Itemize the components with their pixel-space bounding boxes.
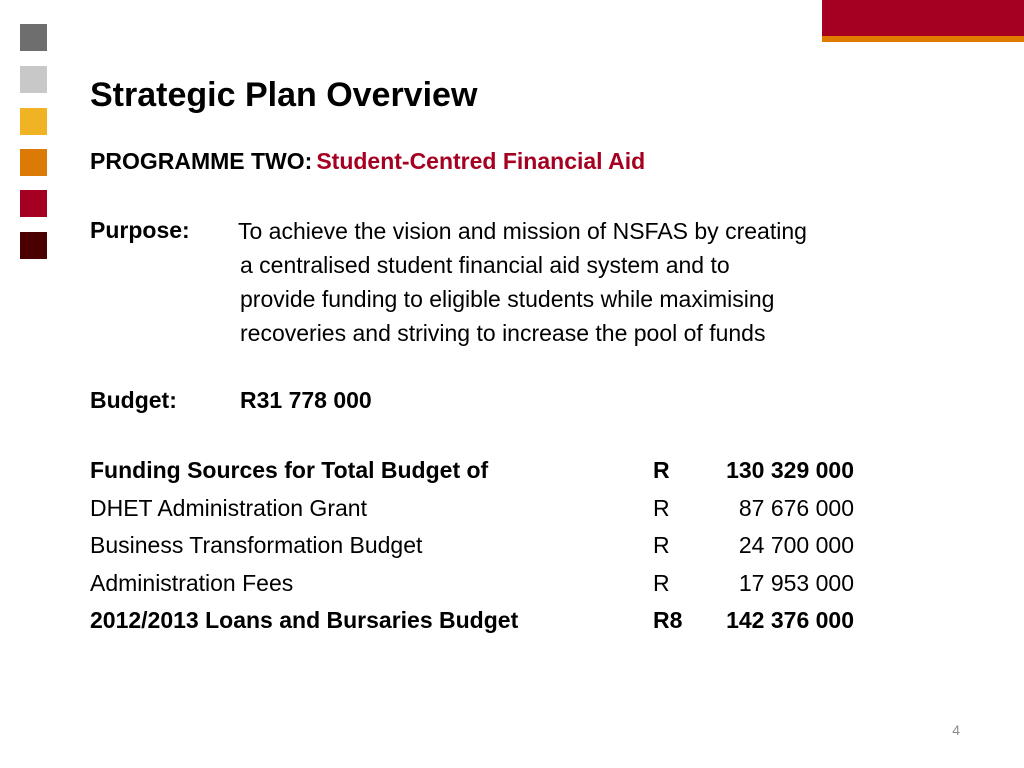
decor-square-yellow	[20, 108, 47, 135]
funding-amount: 24 700 000	[738, 532, 854, 558]
funding-row-total	[90, 454, 870, 492]
funding-currency: R	[653, 494, 670, 521]
funding-sources-table	[90, 454, 870, 642]
funding-currency: R	[653, 532, 670, 558]
slide-title: Strategic Plan Overview	[90, 76, 478, 114]
programme-name: Student-Centred Financial Aid	[316, 148, 646, 174]
funding-row	[90, 492, 870, 530]
funding-row	[90, 529, 870, 567]
purpose-text	[90, 214, 960, 350]
funding-amount: 130 329 000	[726, 457, 854, 483]
funding-currency: R8	[653, 607, 683, 633]
purpose-line: recoveries and striving to increase the pool of funds	[240, 320, 766, 346]
budget-value: R31 778 000	[240, 387, 372, 413]
funding-label: Funding Sources for Total Budget of	[90, 457, 489, 483]
decor-square-orange	[20, 149, 47, 176]
funding-label: DHET Administration Grant	[90, 494, 367, 521]
programme-heading	[90, 145, 645, 177]
decor-square-light-grey	[20, 66, 47, 93]
funding-amount: 142 376 000	[726, 607, 854, 633]
funding-row-loans-bursaries	[90, 604, 870, 642]
purpose-label: Purpose:	[90, 217, 190, 243]
funding-amount: 87 676 000	[738, 494, 854, 521]
funding-currency: R	[653, 457, 670, 483]
funding-amount: 17 953 000	[738, 569, 854, 596]
page-number: 4	[952, 722, 960, 738]
purpose-line: provide funding to eligible students while maximising	[240, 286, 775, 312]
funding-label: Business Transformation Budget	[90, 532, 423, 558]
decor-square-maroon	[20, 232, 47, 259]
funding-row	[90, 567, 870, 605]
funding-currency: R	[653, 569, 670, 596]
budget-label: Budget:	[90, 387, 177, 413]
top-banner-red	[822, 0, 1024, 36]
purpose-line: To achieve the vision and mission of NSFAS by creating	[238, 218, 807, 244]
top-banner-orange-stripe	[822, 36, 1024, 42]
purpose-line: a centralised student financial aid system and to	[240, 252, 730, 278]
funding-label: 2012/2013 Loans and Bursaries Budget	[90, 607, 519, 633]
funding-label: Administration Fees	[90, 569, 294, 596]
programme-label: PROGRAMME TWO:	[90, 148, 313, 174]
decor-square-red	[20, 190, 47, 217]
decor-square-grey	[20, 24, 47, 51]
